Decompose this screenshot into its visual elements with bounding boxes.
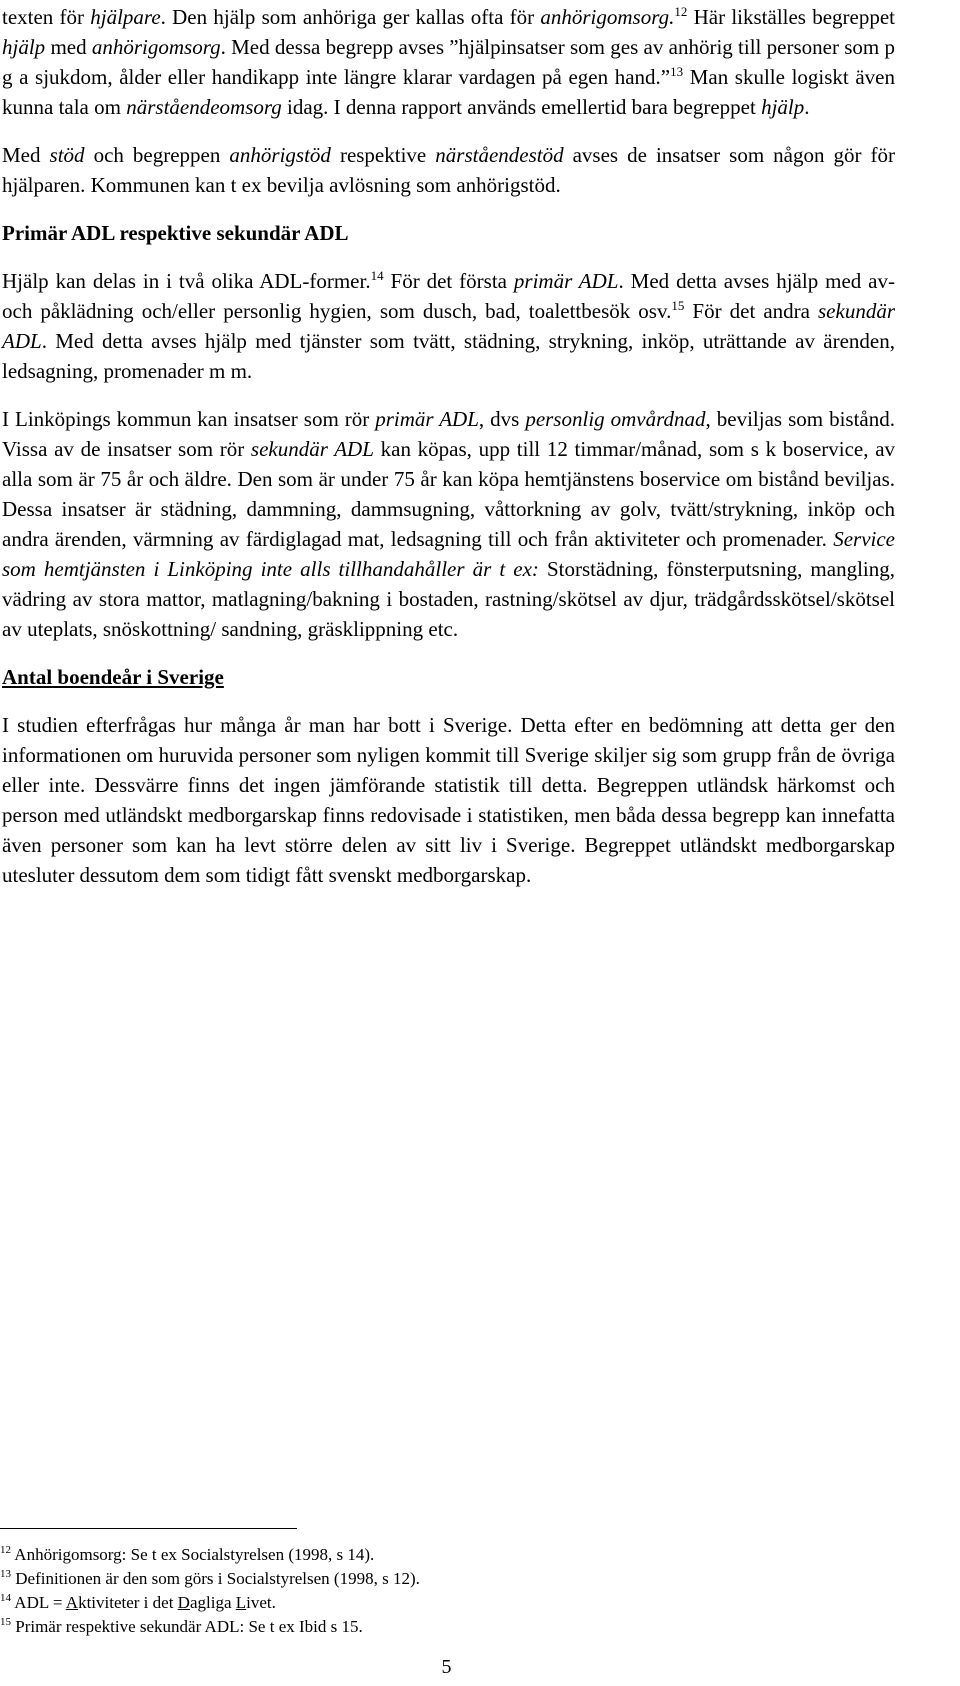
section-heading-adl: Primär ADL respektive sekundär ADL [2, 221, 349, 245]
footnote-ref-14: 14 [370, 268, 384, 283]
page-number: 5 [441, 1656, 452, 1678]
footnote-ref-13: 13 [670, 64, 684, 79]
paragraph-support-definition: Med stöd och begreppen anhörigstöd respektive närståendestöd avses de insatser som någon gör för hjälparen. Kommunen kan t ex bevilja avlösning som anhörigstöd. [2, 143, 896, 197]
footnotes [0, 1543, 893, 1639]
paragraph-linkoping-services: I Linköpings kommun kan insatser som rör primär ADL, dvs personlig omvårdnad, beviljas som bistånd. Vissa av de insatser som rör sekundär ADL kan köpas, upp till 12 timmar/månad, som s k boservice, av alla som är 75 år och äldre. Den som är under 75 år kan köpa hemtjänstens boservice om bistånd beviljas. Dessa insatser är städning, dammning, dammsugning, våttorkning av golv, tvätt/strykning, inköp och andra ärenden, värmning av färdiglagad mat, ledsagning till och från aktiviteter och promenader. Service som hemtjänsten i Linköping inte alls tillhandahåller är t ex: Storstädning, fönsterputsning, mangling, vädring av stora mattor, matlagning/bakning i bostaden, rastning/skötsel av djur, trädgårdsskötsel/skötsel av uteplats, snöskottning/ sandning, gräsklippning etc. [2, 407, 896, 641]
footnote-separator [0, 1528, 297, 1529]
paragraph-residence-years: I studien efterfrågas hur många år man har bott i Sverige. Detta efter en bedömning att detta ger den informationen om huruvida personer som nyligen kommit till Sverige skiljer sig som grupp från de övriga eller inte. Dessvärre finns det ingen jämförande statistik till detta. Begreppen utländsk härkomst och person med utländskt medborgarskap finns redovisade i statistiken, men båda dessa begrepp kan innefatta även personer som kan ha levt större delen av sitt liv i Sverige. Begreppet utländskt medborgarskap utesluter dessutom dem som tidigt fått svenskt medborgarskap. [2, 713, 895, 887]
section-heading-residence-years: Antal boendeår i Sverige [2, 665, 224, 689]
footnote-ref-12: 12 [674, 4, 688, 19]
footnote-13: $^{13}$ Definitionen är den som görs i Socialstyrelsen (1998, s 12). [0, 1568, 420, 1588]
footnote-ref-15: 15 [671, 298, 685, 313]
footnote-12: $^{12}$ Anhörigomsorg: Se t ex Socialstyrelsen (1998, s 14). [0, 1544, 375, 1564]
body-text [2, 0, 895, 890]
paragraph-helper-definition: texten för hjälpare. Den hjälp som anhöriga ger kallas ofta för anhörigomsorg.$^{12}$ Här likställes begreppet hjälp med anhörigomsorg. Med dessa begrepp avses ”hjälpinsatser som ges av anhörig till personer som p g a sjukdom, ålder eller handikapp inte längre klarar vardagen på egen hand.”$^{13}$ Man skulle logiskt även kunna tala om närståendeomsorg idag. I denna rapport används emellertid bara begreppet hjälp. [2, 4, 895, 119]
footnote-15: $^{15}$ Primär respektive sekundär ADL: Se t ex Ibid s 15. [0, 1616, 363, 1636]
paragraph-adl-forms: Hjälp kan delas in i två olika ADL-former.$^{14}$ För det första primär ADL. Med detta avses hjälp med av- och påklädning och/eller personlig hygien, som dusch, bad, toalettbesök osv.$^{15}$ För det andra sekundär ADL. Med detta avses hjälp med tjänster som tvätt, städning, strykning, inköp, uträttande av ärenden, ledsagning, promenader m m. [2, 268, 895, 383]
footnote-14: $^{14}$ ADL = Aktiviteter i det Dagliga Livet. [0, 1592, 276, 1612]
